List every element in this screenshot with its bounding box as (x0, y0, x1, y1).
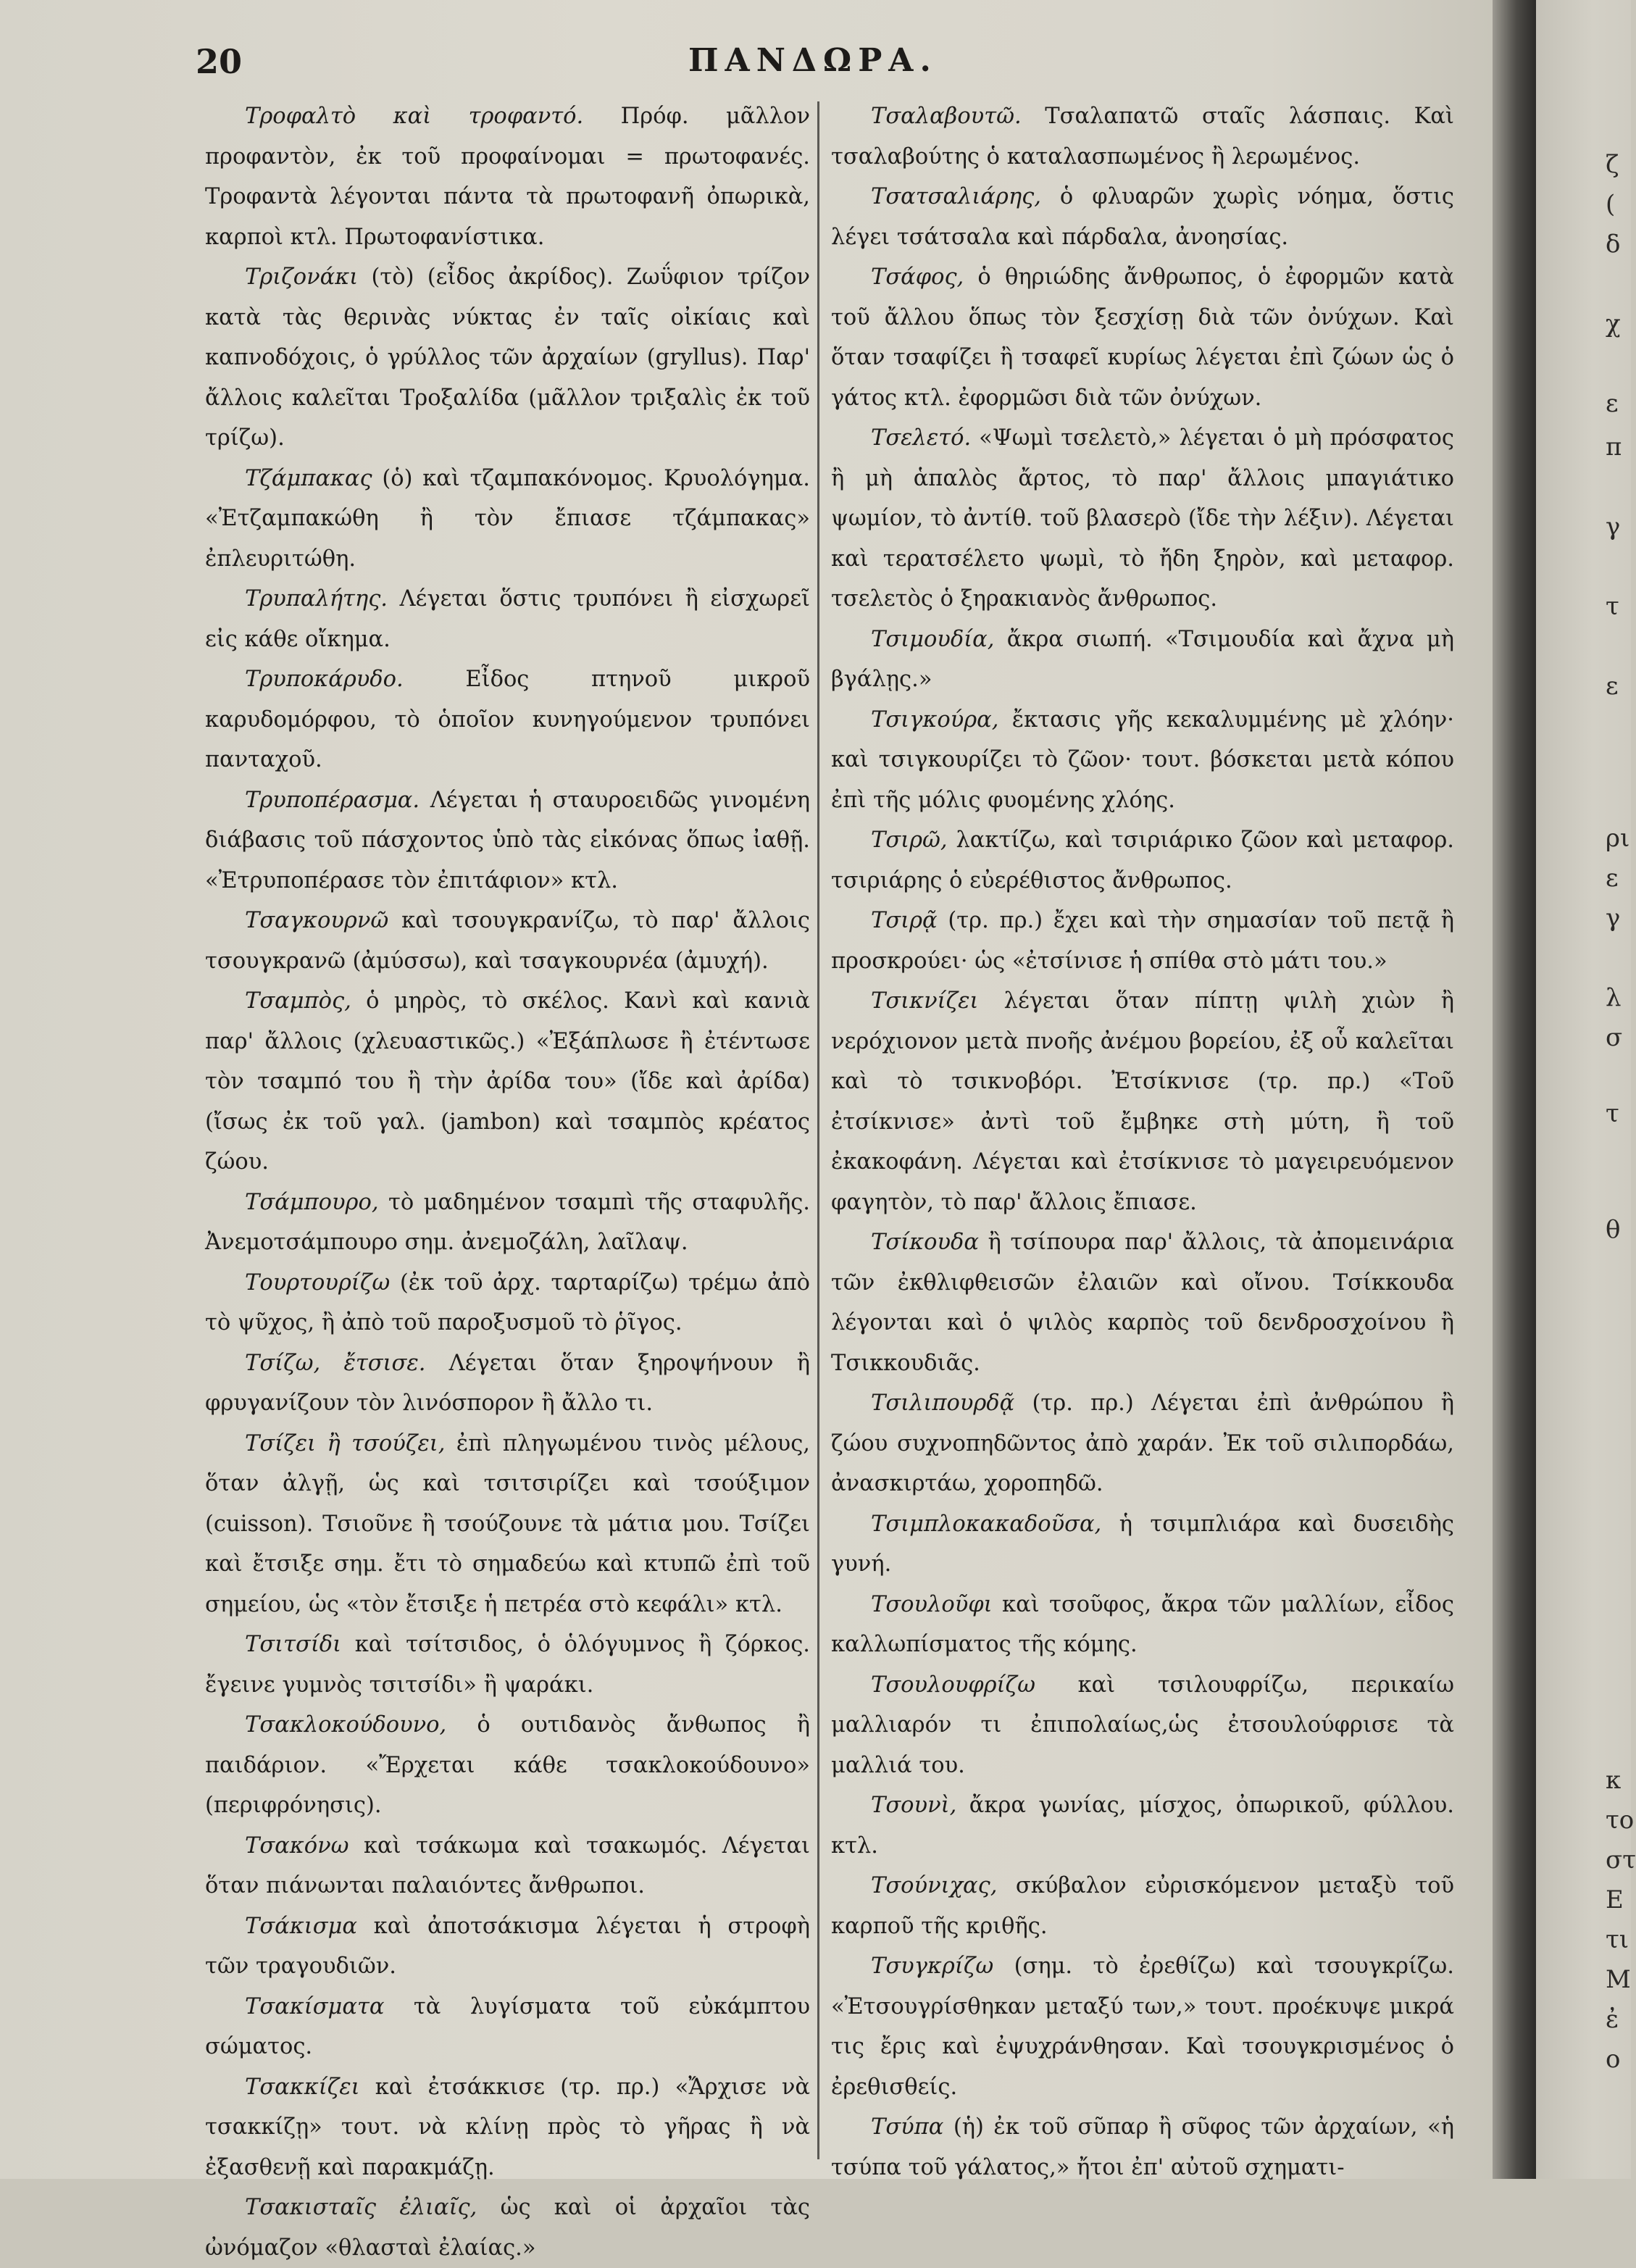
dictionary-entry (831, 1866, 1454, 1946)
facing-page-fragment: ε (1606, 389, 1619, 418)
dictionary-entry (831, 981, 1454, 1222)
facing-page-fragment: ( (1606, 190, 1616, 219)
dictionary-entry (205, 780, 810, 901)
dictionary-entry (205, 1263, 810, 1343)
dictionary-entry (831, 620, 1454, 700)
entry-headword: Τρυπαλήτης. (245, 586, 388, 612)
entry-headword: Τσατσαλιάρης, (871, 184, 1041, 209)
dictionary-entry (831, 257, 1454, 418)
entry-text: (ἐκ τοῦ ἀρχ. ταρταρίζω) τρέμω ἀπὸ τὸ ψῦχος, ἢ ἀπὸ τοῦ παροξυσμοῦ τὸ ῥῖγος. (205, 1270, 810, 1335)
dictionary-entry (205, 1987, 810, 2067)
entry-headword: Τσίζει ἢ τσούζει, (245, 1430, 446, 1456)
facing-page-edge (1536, 0, 1636, 2179)
entry-text: (τὸ) (εἶδος ἀκρίδος). Ζωΰφιον τρίζον κατὰ τὰς θερινὰς νύκτας ἐν ταῖς οἰκίαις καὶ καπνοδόχοις, ὁ γρύλλος τῶν ἀρχαίων (gryllus). Παρ' ἄλλοις καλεῖται Τροξαλίδα (μᾶλλον τριξαλὶς ἐκ τοῦ τρίζω). (205, 264, 810, 451)
entry-headword: Τσουνὶ, (871, 1793, 957, 1818)
facing-page-fragment: σ (1606, 1023, 1623, 1052)
entry-headword: Τσαγκουρνῶ (245, 908, 389, 933)
dictionary-entry (831, 700, 1454, 821)
dictionary-entry (205, 1424, 810, 1625)
dictionary-entry (831, 1785, 1454, 1866)
page-header (196, 42, 964, 86)
entry-headword: Τσύπα (871, 2114, 944, 2140)
facing-page-fragment: λ (1606, 983, 1622, 1012)
book-gutter-shadow (1493, 0, 1536, 2179)
entry-text: καὶ τσίτσιδος, ὁ ὁλόγυμνος ἢ ζόρκος. ἔγεινε γυμνὸς τσιτσίδι» ἢ ψαράκι. (205, 1632, 810, 1698)
entry-text: Λέγεται ὅστις τρυπόνει ἢ εἰσχωρεῖ εἰς κάθε οἴκημα. (205, 586, 810, 652)
entry-headword: Τζάμπακας (245, 465, 372, 491)
column-divider (817, 101, 819, 2159)
facing-page-fragment: ο (1606, 2045, 1621, 2074)
dictionary-entry (205, 2188, 810, 2268)
entry-headword: Τσιρᾷ (871, 908, 938, 933)
entry-text: (ὁ) καὶ τζαμπακόνομος. Κρυολόγημα. «Ἐτζαμπακώθη ἢ τὸν ἔπιασε τζάμπακας» ἐπλευριτώθη. (205, 465, 810, 572)
facing-page-fragment: χ (1606, 309, 1621, 338)
right-column (831, 96, 1454, 2188)
entry-text: καὶ τσάκωμα καὶ τσακωμός. Λέγεται ὅταν πιάνωνται παλαιόντες ἄνθρωποι. (205, 1833, 810, 1898)
dictionary-entry (831, 901, 1454, 981)
entry-text: ἄκρα σιωπή. «Τσιμουδία καὶ ἄχνα μὴ βγάλῃς.» (831, 626, 1454, 692)
entry-headword: Τρυποπέρασμα. (245, 787, 420, 813)
dictionary-entry (205, 1906, 810, 1987)
dictionary-entry (205, 901, 810, 981)
facing-page-fragment: ρι (1606, 824, 1630, 853)
entry-headword: Τσακλοκούδουνο, (245, 1712, 447, 1738)
entry-headword: Τσιμπλοκακαδοῦσα, (871, 1511, 1102, 1537)
entry-text: Εἶδος πτηνοῦ μικροῦ καρυδομόρφου, τὸ ὁποῖον κυνηγούμενον τρυπόνει πανταχοῦ. (205, 667, 810, 772)
dictionary-entry (831, 96, 1454, 177)
entry-headword: Τουρτουρίζω (245, 1270, 391, 1296)
entry-text: καὶ τσιλουφρίζω, περικαίω μαλλιαρόν τι ἐπιπολαίως,ὡς ἐτσουλούφρισε τὰ μαλλιά του. (831, 1672, 1454, 1778)
entry-headword: Τσακίσματα (245, 1993, 385, 2019)
entry-headword: Τριζονάκι (245, 264, 359, 290)
dictionary-entry (831, 1946, 1454, 2107)
facing-page-fragment: ε (1606, 672, 1619, 701)
dictionary-entry (831, 1665, 1454, 1786)
entry-text: ὡς καὶ οἱ ἀρχαῖοι τὰς ὠνόμαζον «θλασταὶ ἐλαίας.» (205, 2195, 810, 2261)
entry-text: λέγεται ὅταν πίπτῃ ψιλὴ χιὼν ἢ νερόχιονον μετὰ πνοῆς ἀνέμου βορείου, ἐξ οὗ καλεῖται καὶ τὸ τσικνοβόρι. Ἐτσίκνισε (τρ. πρ.) «Τοῦ ἐτσίκνισε» ἀντὶ τοῦ ἔμβηκε στὴ μύτη, ἢ τοῦ ἐκακοφάνη. Λέγεται καὶ ἐτσίκνισε τὸ μαγειρευόμενον φαγητὸν, τὸ παρ' ἄλλοις ἔπιασε. (831, 988, 1454, 1215)
dictionary-entry (205, 659, 810, 780)
entry-text: τὸ μαδημένον τσαμπὶ τῆς σταφυλῆς. Ἀνεμοτσάμπουρο σημ. ἀνεμοζάλη, λαῖλαψ. (205, 1189, 810, 1255)
entry-headword: Τσυγκρίζω (871, 1954, 994, 1979)
dictionary-entry (831, 1222, 1454, 1383)
entry-headword: Τσάμπουρο, (245, 1189, 379, 1215)
dictionary-entry (205, 459, 810, 580)
journal-title: ΠΑΝΔΩΡΑ. (688, 42, 938, 79)
entry-headword: Τσίκουδα (871, 1230, 979, 1255)
entry-text: καὶ τσουγκρανίζω, τὸ παρ' ἄλλοις τσουγκρανῶ (ἀμύσσω), καὶ τσαγκουρνέα (ἀμυχή). (205, 908, 810, 974)
entry-headword: Τσουλουφρίζω (871, 1672, 1035, 1698)
facing-page-fragment: ζ (1606, 150, 1619, 179)
left-column (205, 96, 810, 2268)
entry-headword: Τροφαλτὸ καὶ τροφαντό. (245, 104, 584, 129)
dictionary-entry (205, 1343, 810, 1424)
entry-text: ἢ τσίπουρα παρ' ἄλλοις, τὰ ἀπομεινάρια τῶν ἐκθλιφθεισῶν ἐλαιῶν καὶ οἴνου. Τσίκκουδα λέγονται καὶ ὁ ψιλὸς καρπὸς τοῦ δενδροσχοίνου ἢ Τσικκουδιᾶς. (831, 1230, 1454, 1376)
entry-text: ἄκρα γωνίας, μίσχος, ὀπωρικοῦ, φύλλου. κτλ. (831, 1793, 1454, 1859)
entry-headword: Τσιτσίδι (245, 1632, 342, 1657)
dictionary-entry (205, 1705, 810, 1826)
entry-text: ὁ φλυαρῶν χωρὶς νόημα, ὅστις λέγει τσάτσαλα καὶ πάρδαλα, ἀνοησίας. (831, 184, 1454, 250)
entry-headword: Τσούνιχας, (871, 1873, 998, 1898)
facing-page-fragment: Ε (1606, 1885, 1624, 1914)
facing-page-fragment: γ (1606, 512, 1621, 541)
entry-headword: Τσακκίζει (245, 2074, 360, 2100)
facing-page-fragment: στ (1606, 1846, 1636, 1875)
entry-text: (σημ. τὸ ἐρεθίζω) καὶ τσουγκρίζω. «Ἐτσουγρίσθηκαν μεταξύ των,» τουτ. προέκυψε μικρά τις ἔρις καὶ ἐψυχράνθησαν. Καὶ τσουγκρισμένος ὁ ἐρεθισθείς. (831, 1954, 1454, 2100)
entry-text: Λέγεται ἡ σταυροειδῶς γινομένη διάβασις τοῦ πάσχοντος ὑπὸ τὰς εἰκόνας ὅπως ἰαθῇ. «Ἐτρυποπέρασε τὸν ἐπιτάφιον» κτλ. (205, 787, 810, 893)
entry-headword: Τσιγκούρα, (871, 706, 999, 733)
entry-headword: Τσαλαβουτῶ. (871, 104, 1022, 129)
facing-page-fragment: ε (1606, 864, 1619, 893)
entry-text: λακτίζω, καὶ τσιριάρικο ζῶον καὶ μεταφορ. τσιριάρης ὁ εὐερέθιστος ἄνθρωπος. (831, 827, 1454, 893)
dictionary-entry (831, 1383, 1454, 1504)
entry-text: τὰ λυγίσματα τοῦ εὐκάμπτου σώματος. (205, 1993, 810, 2059)
facing-page-fragment: το (1606, 1806, 1635, 1835)
facing-page-fragment: Μ (1606, 1965, 1631, 1994)
facing-page-fragment: δ (1606, 230, 1621, 259)
entry-text: Τσαλαπατῶ σταῖς λάσπαις. Καὶ τσαλαβούτης ὁ καταλασπωμένος ἢ λερωμένος. (831, 104, 1454, 170)
entry-headword: Τσακόνω (245, 1833, 349, 1859)
entry-text: ὁ μηρὸς, τὸ σκέλος. Κανὶ καὶ κανιὰ παρ' ἄλλοις (χλευαστικῶς.) «Ἐξάπλωσε ἢ ἐτέντωσε τὸν τσαμπό του ἢ τὴν ἀρίδα του» (ἴδε καὶ ἀρίδα) (ἴσως ἐκ τοῦ γαλ. (jambon) καὶ τσαμπὸς κρέατος ζώου. (205, 988, 810, 1175)
page-number: 20 (196, 42, 243, 81)
entry-text: καὶ τσοῦφος, ἄκρα τῶν μαλλίων, εἶδος καλλωπίσματος τῆς κόμης. (831, 1591, 1454, 1657)
facing-page-fragment: τ (1606, 592, 1619, 621)
entry-headword: Τσαμπὸς, (245, 988, 351, 1014)
entry-headword: Τσιλιπουρδᾷ (871, 1391, 1015, 1416)
entry-headword: Τσάφος, (871, 264, 964, 290)
entry-text: ὁ ουτιδανὸς ἄνθωπος ἢ παιδάριον. «Ἔρχεται κάθε τσακλοκούδουνο» (περιφρόνησις). (205, 1712, 810, 1818)
entry-headword: Τρυποκάρυδο. (245, 667, 404, 692)
dictionary-entry (831, 1504, 1454, 1585)
entry-text: (τρ. πρ.) ἔχει καὶ τὴν σημασίαν τοῦ πετᾷ ἢ προσκρούει· ὡς «ἐτσίνισε ἡ σπίθα στὸ μάτι του.» (831, 908, 1454, 974)
entry-text: σκύβαλον εὐρισκόμενον μεταξὺ τοῦ καρποῦ τῆς κριθῆς. (831, 1873, 1454, 1939)
dictionary-entry (205, 1183, 810, 1263)
dictionary-entry (831, 177, 1454, 257)
dictionary-entry (205, 96, 810, 257)
entry-headword: Τσελετό. (871, 425, 972, 451)
dictionary-entry (205, 981, 810, 1183)
dictionary-entry (831, 2107, 1454, 2188)
facing-page-fragment: γ (1606, 904, 1621, 933)
entry-text: (ἡ) ἐκ τοῦ σῦπαρ ἢ σῦφος τῶν ἀρχαίων, «ἡ τσύπα τοῦ γάλατος,» ἤτοι ἐπ' αὐτοῦ σχηματι- (831, 2114, 1454, 2180)
entry-headword: Τσιμουδία, (871, 626, 995, 652)
facing-page-fragment: ἐ (1606, 2005, 1619, 2034)
dictionary-entry (205, 1625, 810, 1705)
entry-headword: Τσακισταῖς ἐλιαῖς, (245, 2195, 477, 2220)
dictionary-entry (205, 1826, 810, 1906)
entry-text: (τρ. πρ.) Λέγεται ἐπὶ ἀνθρώπου ἢ ζώου συχνοπηδῶντος ἀπὸ χαράν. Ἐκ τοῦ σιλιπορδάω, ἀνασκιρτάω, χοροπηδῶ. (831, 1391, 1454, 1496)
entry-headword: Τσίζω, ἔτσισε. (245, 1350, 426, 1376)
dictionary-entry (205, 2067, 810, 2188)
entry-headword: Τσάκισμα (245, 1913, 357, 1939)
facing-page-fragment: τ (1606, 1099, 1619, 1128)
entry-headword: Τσικνίζει (871, 988, 979, 1014)
facing-page-fragment: π (1606, 433, 1622, 462)
entry-headword: Τσουλοῦφι (871, 1591, 993, 1617)
entry-text: ἐπὶ πληγωμένου τινὸς μέλους, ὅταν ἀλγῇ, ὡς καὶ τσιτσιρίζει καὶ τσούξιμον (cuisson). Τσιοῦνε ἢ τσούζουνε τὰ μάτια μου. Τσίζει καὶ ἔτσιξε σημ. ἔτι τὸ σημαδεύω καὶ κτυπῶ ἐπὶ τοῦ σημείου, ὡς «τὸν ἔτσιξε ἡ πετρέα στὸ κεφάλι» κτλ. (205, 1430, 810, 1617)
entry-text: ἔκτασις γῆς κεκαλυμμένης μὲ χλόην· καὶ τσιγκουρίζει τὸ ζῶον· τουτ. βόσκεται μετὰ κόπου ἐπὶ τῆς μόλις φυομένης χλόης. (831, 706, 1454, 813)
facing-page-fragment: θ (1606, 1215, 1621, 1244)
facing-page-fragment: κ (1606, 1766, 1622, 1795)
entry-text: ἡ τσιμπλιάρα καὶ δυσειδὴς γυνή. (831, 1511, 1454, 1577)
dictionary-entry (205, 579, 810, 659)
dictionary-entry (831, 820, 1454, 901)
dictionary-entry (205, 257, 810, 459)
entry-text: ὁ θηριώδης ἄνθρωπος, ὁ ἐφορμῶν κατὰ τοῦ ἄλλου ὅπως τὸν ξεσχίσῃ διὰ τῶν ὀνύχων. Καὶ ὅταν τσαφίζει ἢ τσαφεῖ κυρίως λέγεται ἐπὶ ζώων ὡς ὁ γάτος κτλ. ἐφορμῶσι διὰ τῶν ὀνύχων. (831, 264, 1454, 411)
entry-headword: Τσιρῶ, (871, 827, 948, 853)
entry-text: Λέγεται ὅταν ξηροψήνουν ἢ φρυγανίζουν τὸν λινόσπορον ἢ ἄλλο τι. (205, 1350, 810, 1416)
entry-text: «Ψωμὶ τσελετὸ,» λέγεται ὁ μὴ πρόσφατος ἢ μὴ ἁπαλὸς ἄρτος, τὸ παρ' ἄλλοις μπαγιάτικο ψωμίον, τὸ ἀντίθ. τοῦ βλασερὸ (ἴδε τὴν λέξιν). Λέγεται καὶ τερατσέλετο ψωμὶ, τὸ ἤδη ξηρὸν, καὶ μεταφορ. τσελετὸς ὁ ξηρακιανὸς ἄνθρωπος. (831, 425, 1454, 612)
entry-text: Πρόφ. μᾶλλον προφαντὸν, ἐκ τοῦ προφαίνομαι = πρωτοφανές. Τροφαντὰ λέγονται πάντα τὰ πρωτοφανῆ ὀπωρικὰ, καρποὶ κτλ. Πρωτοφανίστικα. (205, 104, 810, 250)
entry-text: καὶ ἐτσάκκισε (τρ. πρ.) «Ἄρχισε νὰ τσακκίζῃ» τουτ. νὰ κλίνῃ πρὸς τὸ γῆρας ἢ νὰ ἐξασθενῇ καὶ παρακμάζῃ. (205, 2074, 810, 2180)
dictionary-entry (831, 1585, 1454, 1665)
facing-page-fragment: τι (1606, 1925, 1629, 1954)
dictionary-entry (831, 418, 1454, 620)
entry-text: καὶ ἀποτσάκισμα λέγεται ἡ στροφὴ τῶν τραγουδιῶν. (205, 1913, 810, 1979)
